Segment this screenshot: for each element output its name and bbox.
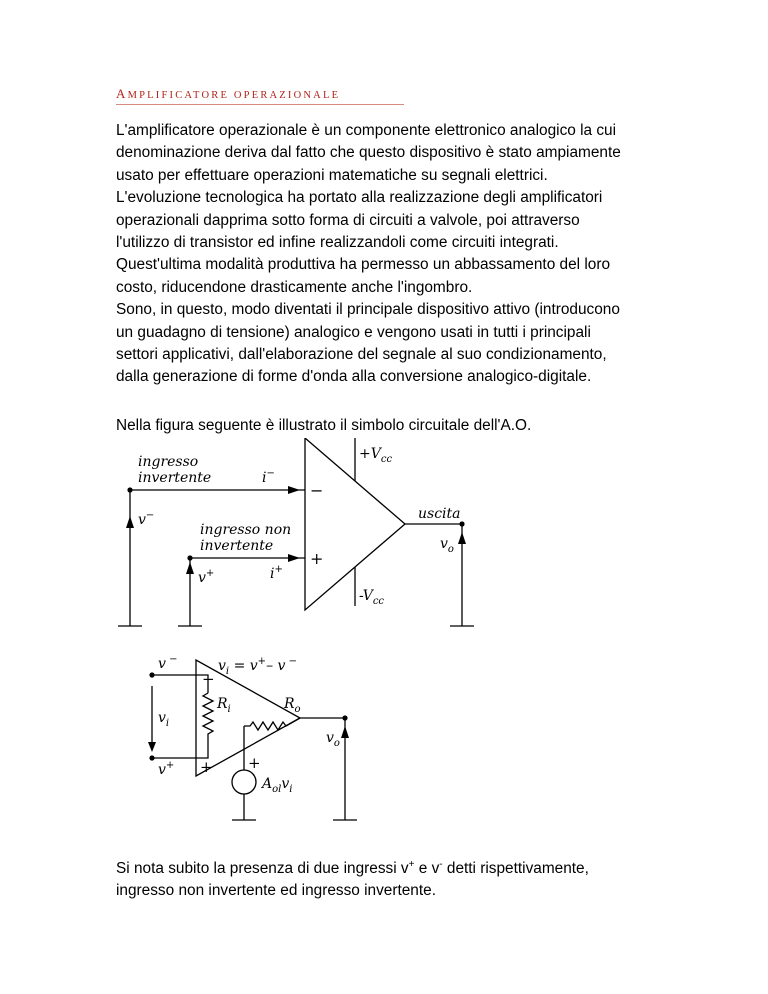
- ro-resistor: [244, 718, 300, 730]
- text-line: costo, riducendone drasticamente anche l'ingombro.: [116, 278, 473, 296]
- text-line: settori applicativi, dall'elaborazione del segnale al suo condizionamento,: [116, 346, 607, 364]
- text-line: dalla generazione di forme d'onda alla conversione analogico-digitale.: [116, 368, 592, 386]
- ri-label: $R_i$: [217, 696, 231, 715]
- i-plus-arrow: [288, 554, 300, 562]
- text-line: Quest'ultima modalità produttiva ha permesso un abbassamento del loro: [116, 256, 611, 274]
- dependent-source: [232, 770, 256, 794]
- ro-label: $R_o$: [284, 696, 301, 715]
- ri-resistor: [203, 693, 213, 736]
- opamp-symbol-diagram: [0, 438, 768, 638]
- vi-equation: $v_i = v^+-$ v −: [218, 656, 297, 677]
- plus-terminal-sign: +: [310, 549, 324, 568]
- figure-caption: Nella figura seguente è illustrato il simbolo circuitale dell'A.O.: [116, 417, 532, 434]
- v-plus-arrow: [186, 562, 194, 574]
- minus-terminal-sign: −: [310, 481, 324, 500]
- inverting-input-label-2: invertente: [138, 470, 212, 486]
- text-line: L'evoluzione tecnologica ha portato alla realizzazione degli amplificatori: [116, 189, 603, 207]
- vi-label: $v_i$: [158, 710, 170, 729]
- v-minus-arrow: [126, 516, 134, 528]
- model-plus-sign: +: [200, 758, 213, 776]
- intro-paragraph: [116, 120, 676, 389]
- model-v-minus-label: v −: [158, 654, 178, 672]
- text-line: un guadagno di tensione) analogico e vengono usati in tutti i principali: [116, 323, 591, 341]
- text-line: Si nota subito la presenza di due ingressi v+ e v- detti rispettivamente,: [116, 858, 589, 877]
- vi-arrow: [148, 742, 156, 752]
- closing-paragraph: [116, 858, 676, 903]
- text-line: operazionali dapprima sotto forma di circuiti a valvole, poi attraverso: [116, 211, 580, 229]
- text-line: Sono, in questo, modo diventati il principale dispositivo attivo (introducono: [116, 301, 620, 319]
- model-vo-arrow: [341, 726, 349, 738]
- opamp-model-diagram: [0, 648, 768, 838]
- text-line: l'utilizzo di transistor ed infine realizzandoli come circuiti integrati.: [116, 234, 559, 252]
- text-line: L'amplificatore operazionale è un componente elettronico analogico la cui: [116, 122, 617, 139]
- model-vo-label: $v_o$: [326, 730, 340, 749]
- inverting-input-label: ingresso: [138, 454, 199, 470]
- gain-label: $A_{ol}v_i$: [262, 776, 293, 795]
- vo-label: $v_o$: [440, 536, 454, 555]
- vcc-plus-label: $+V_{cc}$: [359, 446, 393, 465]
- noninverting-input-label: ingresso non: [200, 522, 292, 538]
- vcc-minus-label: $-V_{cc}$: [359, 588, 385, 607]
- i-minus-label: i−: [262, 468, 275, 486]
- model-minus-sign: −: [202, 670, 215, 688]
- noninverting-input-label-2: invertente: [200, 538, 274, 554]
- i-minus-arrow: [288, 486, 300, 494]
- output-label: uscita: [418, 506, 461, 522]
- v-minus-label: v−: [138, 510, 155, 528]
- section-heading: AMPLIFICATORE OPERAZIONALE: [116, 86, 404, 105]
- text-line: denominazione deriva dal fatto che questo dispositivo è stato ampiamente: [116, 144, 621, 162]
- vo-arrow: [458, 532, 466, 544]
- source-plus-sign: +: [248, 754, 261, 772]
- v-plus-label: v+: [198, 568, 215, 586]
- text-line: usato per effettuare operazioni matematiche su segnali elettrici.: [116, 166, 548, 184]
- model-v-plus-label: v+: [158, 760, 175, 778]
- i-plus-label: i+: [270, 564, 283, 582]
- text-line: ingresso non invertente ed ingresso invertente.: [116, 882, 436, 900]
